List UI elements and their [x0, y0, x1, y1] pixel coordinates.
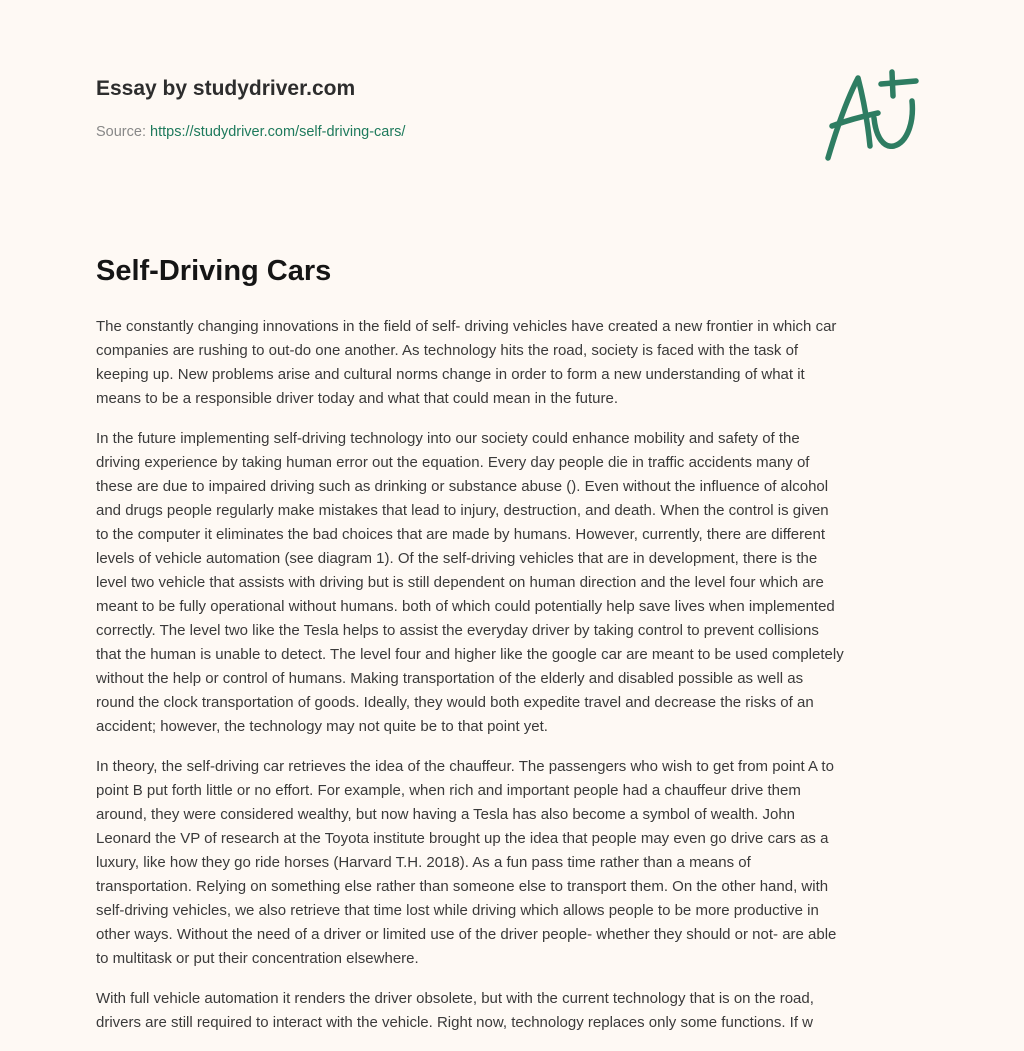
paragraph-line: without the help or control of humans. Making transportation of the elderly and disabled possible as well as	[96, 670, 804, 687]
paragraph-line: The constantly changing innovations in the field of self- driving vehicles have created a new frontier in which car	[96, 318, 837, 335]
essay-paragraph	[96, 755, 936, 971]
paragraph-line: driving experience by taking human error out the equation. Every day people die in traffic accidents many of	[96, 454, 810, 471]
paragraph-line: Leonard the VP of research at the Toyota institute brought up the idea that people may even go drive cars as a	[96, 830, 829, 847]
paragraph-line: levels of vehicle automation (see diagram 1). Of the self-driving vehicles that are in development, there is the	[96, 550, 818, 567]
source-line	[96, 124, 405, 140]
paragraph-line: around, they were considered wealthy, but now having a Tesla has also become a symbol of wealth. John	[96, 806, 796, 823]
paragraph-line: keeping up. New problems arise and cultural norms change in order to form a new understanding of what it	[96, 366, 805, 383]
paragraph-line: accident; however, the technology may not quite be to that point yet.	[96, 718, 548, 735]
paragraph-line: means to be a responsible driver today and what that could mean in the future.	[96, 390, 618, 407]
paragraph-line: these are due to impaired driving such as drinking or substance abuse (). Even without the influence of alcohol	[96, 478, 829, 495]
paragraph-line: round the clock transportation of goods. Ideally, they would both expedite travel and decrease the risks of an	[96, 694, 814, 711]
paragraph-line: In the future implementing self-driving technology into our society could enhance mobility and safety of the	[96, 430, 800, 447]
paragraph-line: to multitask or put their concentration elsewhere.	[96, 950, 419, 967]
paragraph-line: meant to be fully operational without humans. both of which could potentially help save lives when implemented	[96, 598, 835, 615]
paragraph-line: correctly. The level two like the Tesla helps to assist the everyday driver by taking control to prevent collisions	[96, 622, 819, 639]
paragraph-line: With full vehicle automation it renders the driver obsolete, but with the current technology that is on the road,	[96, 990, 814, 1007]
paragraph-line: self-driving vehicles, we also retrieve that time lost while driving which allows people to be more productive in	[96, 902, 819, 919]
paragraph-line: In theory, the self-driving car retrieves the idea of the chauffeur. The passengers who wish to get from point A to	[96, 758, 834, 775]
essay-paragraph	[96, 987, 936, 1035]
paragraph-line: drivers are still required to interact with the vehicle. Right now, technology replaces only some functions. If w	[96, 1014, 814, 1031]
source-label: Source:	[96, 124, 146, 140]
a-plus-logo	[818, 66, 930, 166]
paragraph-line: other ways. Without the need of a driver or limited use of the driver people- whether they should or not- are able	[96, 926, 837, 943]
paragraph-line: luxury, like how they go ride horses (Harvard T.H. 2018). As a fun pass time rather than a means of	[96, 854, 751, 871]
paragraph-line: that the human is unable to detect. The level four and higher like the google car are meant to be used completely	[96, 646, 844, 663]
essay-paragraph	[96, 427, 936, 739]
paragraph-line: to the computer it eliminates the bad choices that are made by humans. However, currently, there are different	[96, 526, 825, 543]
essay-paragraph	[96, 315, 936, 411]
source-link[interactable]: https://studydriver.com/self-driving-cars/	[150, 124, 406, 140]
paragraph-line: transportation. Relying on something else rather than someone else to transport them. On the other hand, with	[96, 878, 829, 895]
paragraph-line: companies are rushing to out-do one another. As technology hits the road, society is faced with the task of	[96, 342, 799, 359]
paragraph-line: and drugs people regularly make mistakes that lead to injury, destruction, and death. When the control is given	[96, 502, 829, 519]
paragraph-line: point B put forth little or no effort. For example, when rich and important people had a chauffeur drive them	[96, 782, 801, 799]
paragraph-line: level two vehicle that assists with driving but is still dependent on human direction and the level four which are	[96, 574, 824, 591]
essay-body	[96, 315, 936, 1051]
essay-title: Self-Driving Cars	[96, 255, 332, 287]
site-title: Essay by studydriver.com	[96, 77, 356, 100]
